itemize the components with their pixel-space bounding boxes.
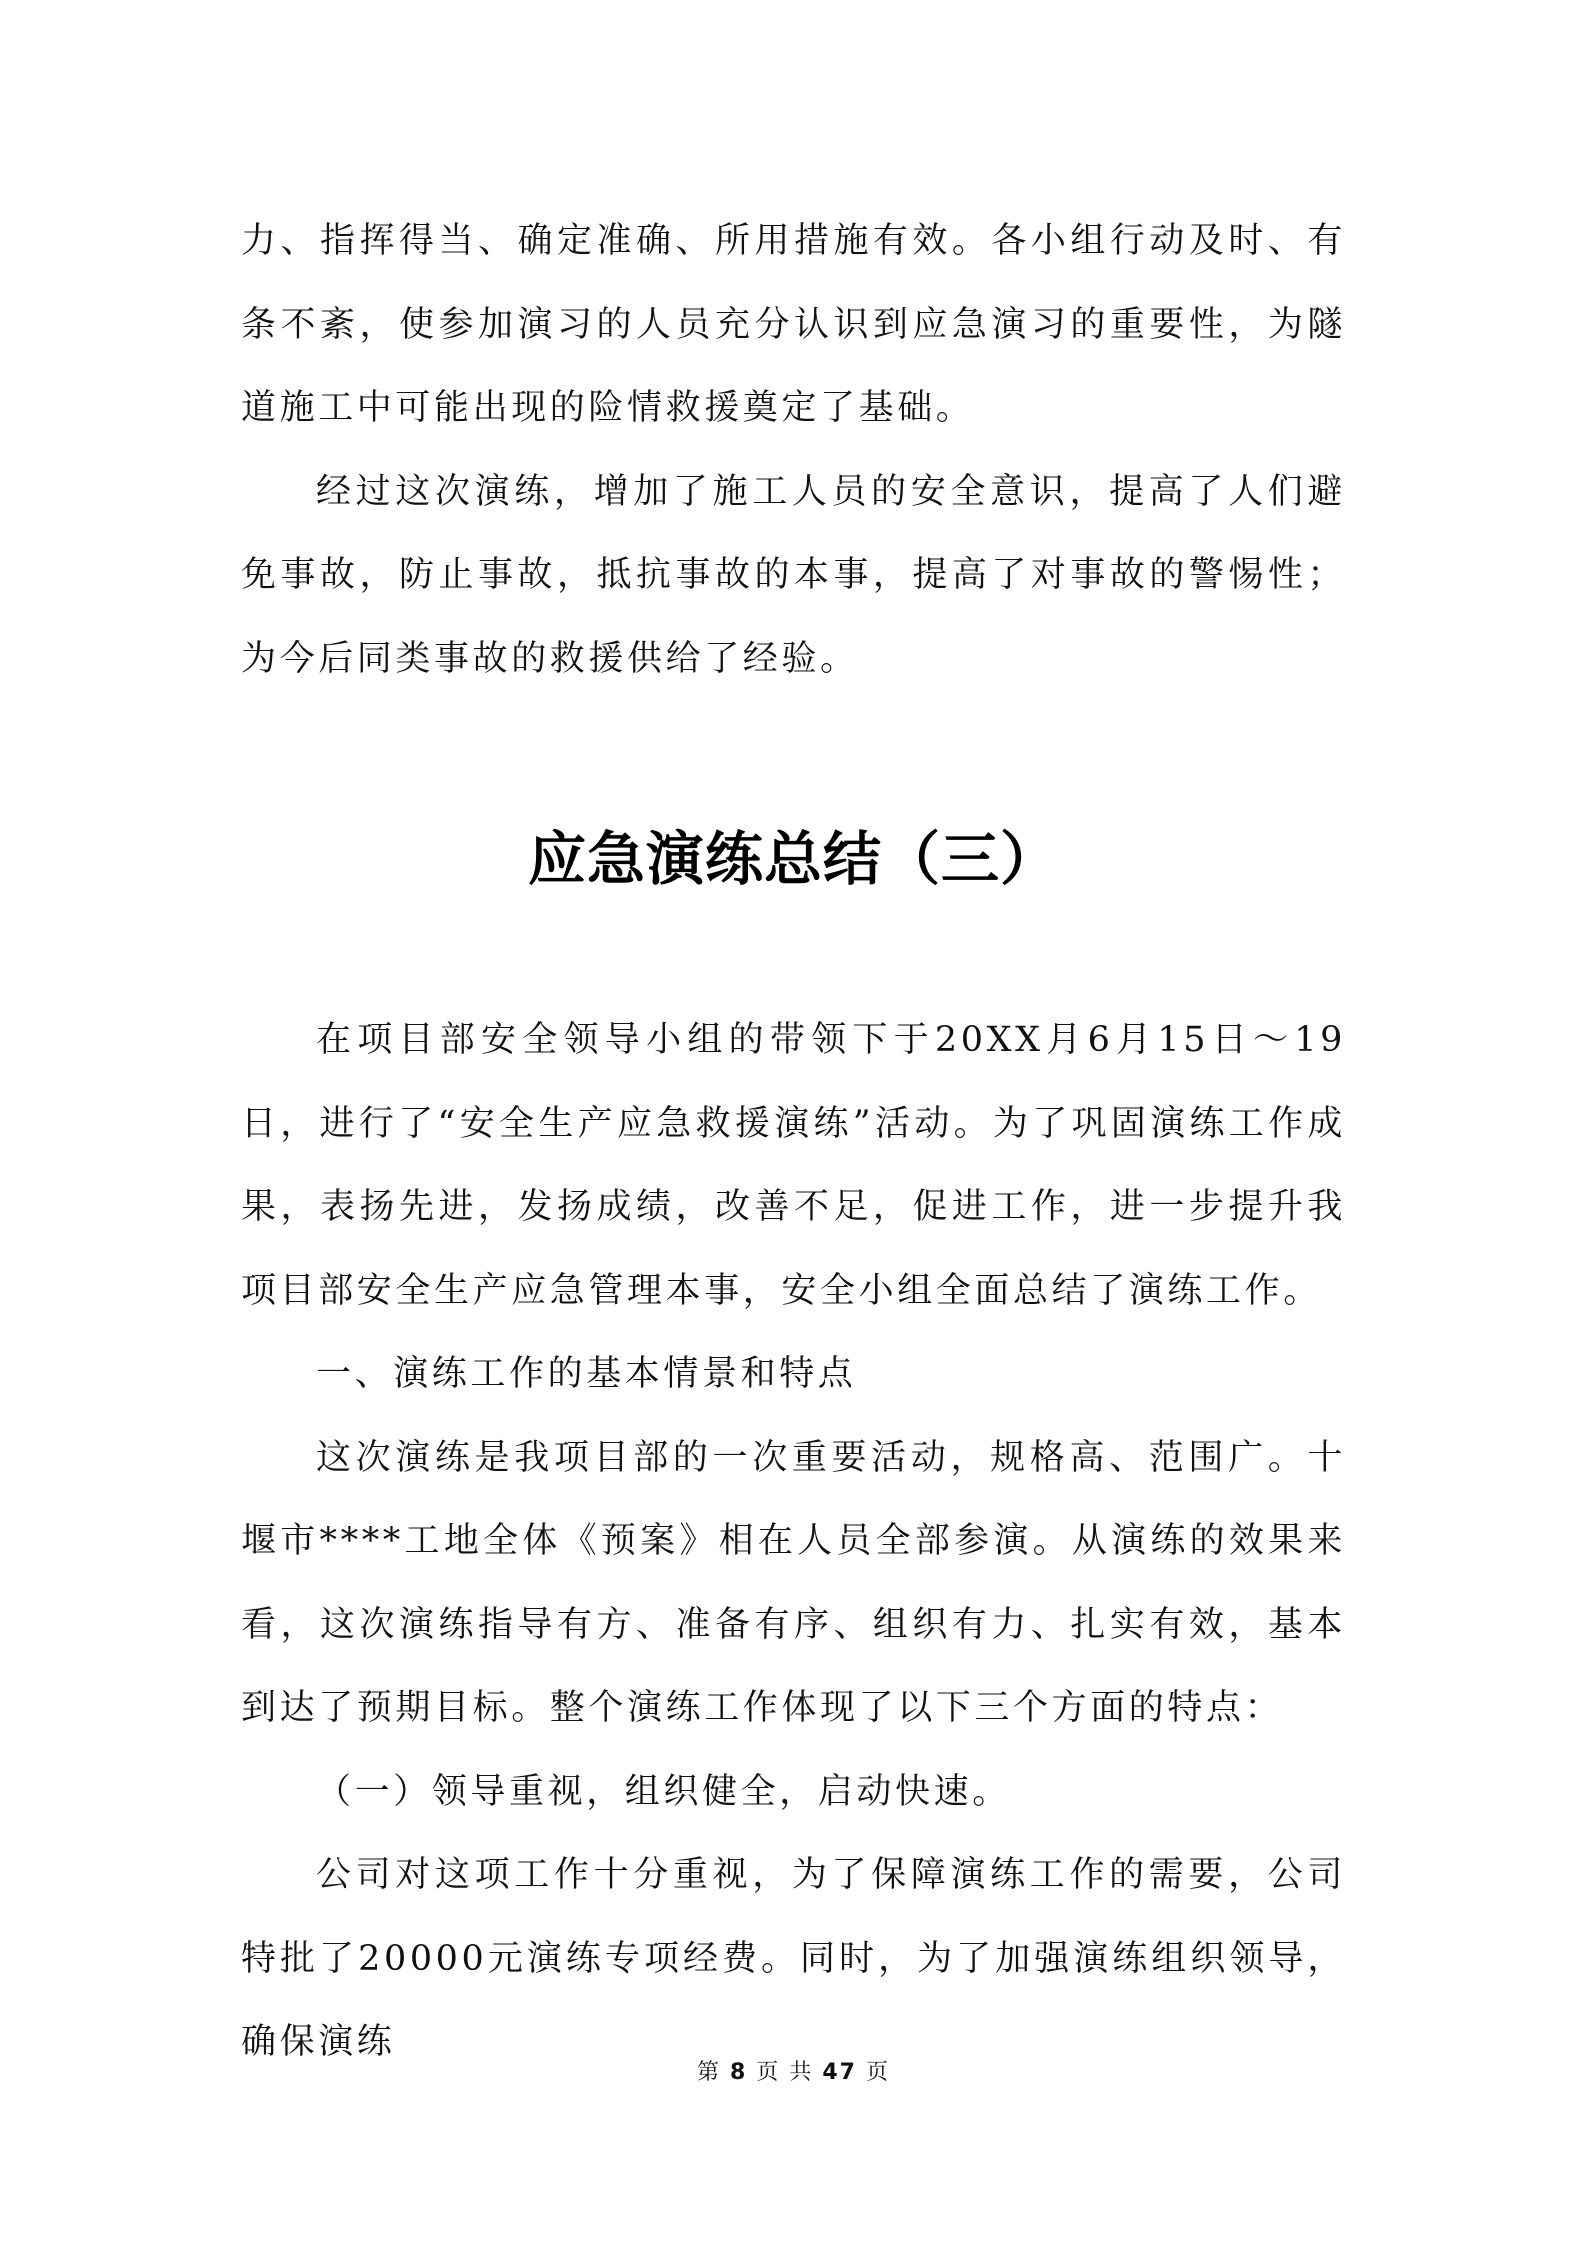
body-paragraph-continued: 力、指挥得当、确定准确、所用措施有效。各小组行动及时、有条不紊，使参加演习的人员充分认识到应急演习的重要性，为隧道施工中可能出现的险情救援奠定了基础。 <box>241 221 1346 428</box>
body-paragraph: 经过这次演练，增加了施工人员的安全意识，提高了人们避免事故，防止事故，抵抗事故的本事，提高了对事故的警惕性；为今后同类事故的救援供给了经验。 <box>241 471 1346 679</box>
footer-prefix: 第 <box>697 2060 722 2085</box>
subsection-heading: （一）领导重视，组织健全，启动快速。 <box>316 1771 1011 1812</box>
body-paragraph: 这次演练是我项目部的一次重要活动，规格高、范围广。十堰市****工地全体《预案》相在人员全部参演。从演练的效果来看，这次演练指导有方、准备有序、组织有力、扎实有效，基本到达了预期目标。整个演练工作体现了以下三个方面的特点： <box>241 1437 1346 1728</box>
current-page-number: 8 <box>730 2060 748 2085</box>
footer-middle: 页 共 <box>756 2060 814 2085</box>
document-body <box>241 200 1346 2085</box>
body-paragraph: 在项目部安全领导小组的带领下于20XX月6月15日～19日，进行了“安全生产应急救援演练”活动。为了巩固演练工作成果，表扬先进，发扬成绩，改善不足，促进工作，进一步提升我项目部安全生产应急管理本事，安全小组全面总结了演练工作。 <box>241 1020 1346 1311</box>
body-paragraph: 公司对这项工作十分重视，为了保障演练工作的需要，公司特批了20000元演练专项经费。同时，为了加强演练组织领导，确保演练 <box>241 1855 1346 2062</box>
section-heading: 一、演练工作的基本情景和特点 <box>316 1354 857 1394</box>
total-pages-number: 47 <box>822 2060 857 2085</box>
footer-suffix: 页 <box>865 2060 890 2085</box>
page-footer <box>0 2058 1587 2088</box>
section-title: 应急演练总结（三） <box>527 825 1059 893</box>
